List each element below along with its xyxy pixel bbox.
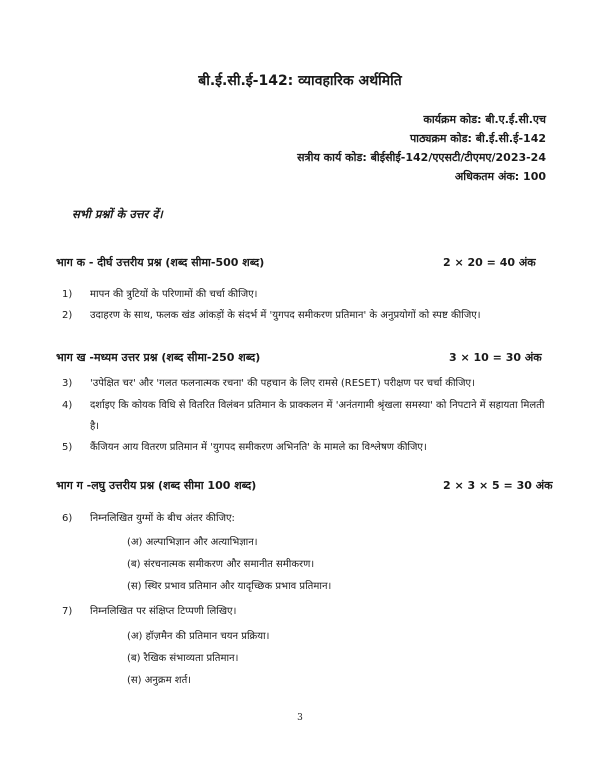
- sub-item: (स) अनुक्रम शर्त।: [127, 675, 192, 686]
- question-text: मापन की त्रुटियों के परिणामों की चर्चा कीजिए।: [90, 289, 258, 300]
- page-title: बी.ई.सी.ई-142: व्यावहारिक अर्थमिति: [198, 73, 402, 89]
- page-number: 3: [297, 713, 303, 723]
- section-c-marks: 2 × 3 × 5 = 30 अंक: [443, 479, 553, 492]
- question-number: 6): [62, 513, 73, 524]
- sub-item: (ब) संरचनात्मक समीकरण और समानीत समीकरण।: [127, 559, 315, 570]
- max-marks: अधिकतम अंक: 100: [454, 170, 546, 183]
- course-code: पाठ्यक्रम कोड: बी.ई.सी.ई-142: [409, 132, 546, 145]
- question-number: 7): [62, 606, 73, 617]
- section-a-marks: 2 × 20 = 40 अंक: [443, 256, 536, 269]
- section-b-marks: 3 × 10 = 30 अंक: [449, 351, 542, 364]
- instruction: सभी प्रश्नों के उत्तर दें।: [72, 207, 163, 221]
- question-number: 4): [62, 400, 73, 411]
- question-text: निम्नलिखित युग्मों के बीच अंतर कीजिए:: [90, 513, 235, 524]
- sub-item: (ब) रैखिक संभाव्यता प्रतिमान।: [127, 653, 239, 664]
- question-number: 1): [62, 289, 73, 300]
- programme-code: कार्यक्रम कोड: बी.ए.ई.सी.एच: [423, 113, 546, 126]
- section-b-heading: भाग ख -मध्यम उत्तर प्रश्न (शब्द सीमा-250 शब्द): [56, 351, 261, 364]
- sub-item: (स) स्थिर प्रभाव प्रतिमान और यादृच्छिक प्रभाव प्रतिमान।: [127, 581, 332, 592]
- question-text: 'उपेक्षित चर' और 'गलत फलनात्मक रचना' की पहचान के लिए रामसे (RESET) परीक्षण पर चर्चा कीजिए।: [90, 378, 475, 389]
- question-text: निम्नलिखित पर संक्षिप्त टिप्पणी लिखिए।: [90, 606, 237, 617]
- assignment-code: सत्रीय कार्य कोड: बीईसीई-142/एएसटी/टीएमए/2023-24: [297, 151, 546, 164]
- question-number: 2): [62, 310, 73, 321]
- question-text: दर्शाइए कि कोयक विधि से वितरित विलंबन प्रतिमान के प्राक्कलन में 'अनंतगामी श्रृंखला समस्या' को निपटाने में सहायता मिलती है।: [90, 400, 545, 432]
- sub-item: (अ) अल्पाभिज्ञान और अत्याभिज्ञान।: [127, 537, 258, 548]
- section-a-heading: भाग क - दीर्घ उत्तरीय प्रश्न (शब्द सीमा-500 शब्द): [56, 256, 265, 269]
- sub-item: (अ) हॉज़मैन की प्रतिमान चयन प्रक्रिया।: [127, 631, 270, 642]
- question-number: 5): [62, 442, 73, 453]
- question-text: उदाहरण के साथ, फलक खंड आंकड़ों के संदर्भ में 'युगपद समीकरण प्रतिमान' के अनुप्रयोगों को स्पष्ट कीजिए।: [90, 310, 481, 321]
- question-number: 3): [62, 378, 73, 389]
- section-c-heading: भाग ग -लघु उत्तरीय प्रश्न (शब्द सीमा 100 शब्द): [56, 479, 257, 492]
- question-text: कैंजियन आय वितरण प्रतिमान में 'युगपद समीकरण अभिनति' के मामले का विश्लेषण कीजिए।: [90, 442, 427, 453]
